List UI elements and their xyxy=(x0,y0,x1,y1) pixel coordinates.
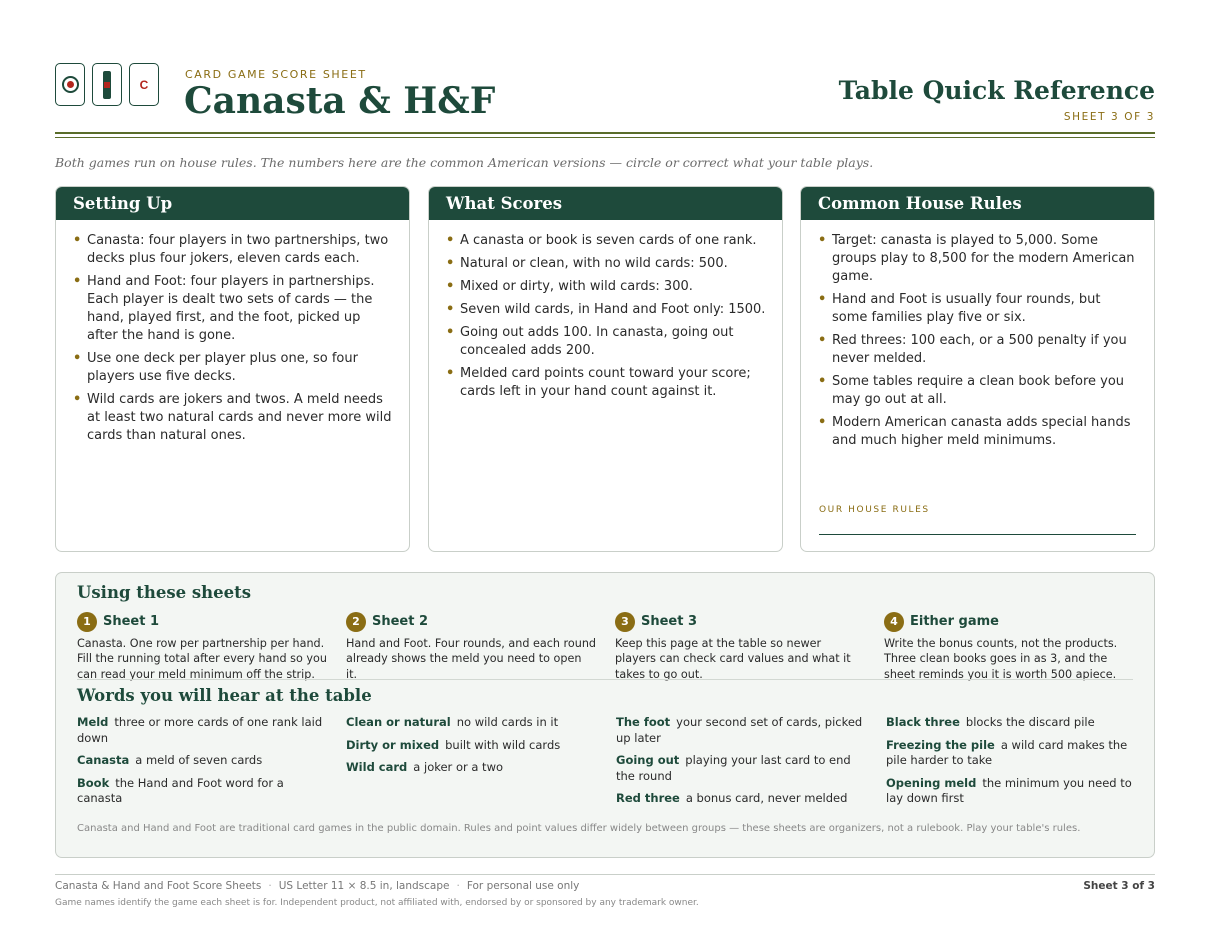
glossary-term: Clean or natural no wild cards in it xyxy=(346,715,559,729)
glossary-term: Freezing the pile a wild card makes the pile harder to take xyxy=(886,737,1128,767)
page-title: Canasta & H&F xyxy=(184,80,496,122)
panel-list xyxy=(801,232,1154,450)
using-heading: Using these sheets xyxy=(77,583,252,602)
step-either-game xyxy=(884,611,1134,682)
panel-title: Setting Up xyxy=(56,187,409,220)
sheet-number: SHEET 3 OF 3 xyxy=(1063,111,1155,123)
glossary-column xyxy=(346,715,596,783)
step-title: Either game xyxy=(910,614,1000,629)
step-title: Sheet 2 xyxy=(372,614,429,629)
list-item: • Natural or clean, with no wild cards: 500. xyxy=(460,255,766,273)
card-target-icon xyxy=(55,63,85,106)
step-text: Write the bonus counts, not the products. Three clean books goes in as 3, and the sheet reminds you it is worth 500 apiece. xyxy=(884,636,1118,681)
panel-title: What Scores xyxy=(429,187,782,220)
step-sheet-2 xyxy=(346,611,596,682)
list-item: • Mixed or dirty, with wild cards: 300. xyxy=(460,278,766,296)
glossary-term: Red three a bonus card, never melded xyxy=(616,791,848,805)
list-item: • Modern American canasta adds special hands and much higher meld minimums. xyxy=(832,414,1138,450)
step-title: Sheet 3 xyxy=(641,614,698,629)
list-item: • Some tables require a clean book before you may go out at all. xyxy=(832,373,1138,409)
panel-title: Common House Rules xyxy=(801,187,1154,220)
glossary-term: Wild card a joker or a two xyxy=(346,760,504,774)
step-sheet-1 xyxy=(77,611,327,682)
step-text: Keep this page at the table so newer players can check card values and what it takes to go out. xyxy=(615,636,851,681)
guide-panel xyxy=(55,572,1155,858)
list-item: • Hand and Foot: four players in partnerships. Each player is dealt two sets of cards — the hand, played first, and the foot, picked up after the hand is gone. xyxy=(87,273,393,345)
glossary-term: Opening meld the minimum you need to lay down first xyxy=(886,775,1132,805)
glossary-term: Meld three or more cards of one rank laid down xyxy=(77,715,323,745)
list-item: • Seven wild cards, in Hand and Foot only: 1500. xyxy=(460,301,766,319)
list-item: • Target: canasta is played to 5,000. Some groups play to 8,500 for the modern American game. xyxy=(832,232,1138,286)
header-divider xyxy=(55,132,1155,134)
glossary-heading: Words you will hear at the table xyxy=(77,686,372,705)
glossary-term: Book the Hand and Foot word for a canasta xyxy=(77,775,284,805)
list-item: • Melded card points count toward your score; cards left in your hand count against it. xyxy=(460,365,766,401)
footer-note: Game names identify the game each sheet is for. Independent product, not affiliated with, endorsed by or sponsored by any trademark owner. xyxy=(55,898,699,908)
step-title: Sheet 1 xyxy=(103,614,160,629)
step-sheet-3 xyxy=(615,611,865,682)
card-bar-icon xyxy=(92,63,122,106)
step-text: Canasta. One row per partnership per hand. Fill the running total after every hand so you can read your meld minimum off the strip. xyxy=(77,636,327,681)
step-number: 3 xyxy=(615,612,635,632)
logo xyxy=(55,63,159,106)
glossary-term: Canasta a meld of seven cards xyxy=(77,753,263,767)
list-item: • Wild cards are jokers and twos. A meld needs at least two natural cards and never more wild cards than natural ones. xyxy=(87,391,393,445)
footer-divider xyxy=(55,874,1155,875)
list-item: • Canasta: four players in two partnerships, two decks plus four jokers, eleven cards each. xyxy=(87,232,393,268)
glossary-term: Dirty or mixed built with wild cards xyxy=(346,737,561,752)
house-rules-write-line[interactable] xyxy=(819,534,1136,535)
panel-what-scores xyxy=(428,186,783,552)
list-item: • A canasta or book is seven cards of one rank. xyxy=(460,232,766,250)
footer-sheet-number: Sheet 3 of 3 xyxy=(1083,880,1155,892)
list-item: • Hand and Foot is usually four rounds, but some families play five or six. xyxy=(832,291,1138,327)
glossary-column xyxy=(77,715,327,814)
list-item: • Red threes: 100 each, or a 500 penalty if you never melded. xyxy=(832,332,1138,368)
step-number: 1 xyxy=(77,612,97,632)
step-number: 2 xyxy=(346,612,366,632)
panel-house-rules xyxy=(800,186,1155,552)
header-divider-thin xyxy=(55,137,1155,138)
glossary-column xyxy=(616,715,866,814)
glossary-term: The foot your second set of cards, picked up later xyxy=(616,715,863,745)
list-item: • Going out adds 100. In canasta, going out concealed adds 200. xyxy=(460,324,766,360)
section-divider xyxy=(77,679,1133,680)
header-kicker: CARD GAME SCORE SHEET xyxy=(185,68,367,81)
panel-list xyxy=(429,232,782,401)
footer-info: Canasta & Hand and Foot Score Sheets · US Letter 11 × 8.5 in, landscape · For personal use only xyxy=(55,880,580,892)
panel-setting-up xyxy=(55,186,410,552)
reference-title: Table Quick Reference xyxy=(838,76,1155,105)
card-letter-icon: C xyxy=(129,63,159,106)
list-item: • Use one deck per player plus one, so four players use five decks. xyxy=(87,350,393,386)
glossary-term: Black three blocks the discard pile xyxy=(886,715,1095,729)
glossary-column xyxy=(886,715,1136,814)
panel-list xyxy=(56,232,409,445)
house-rules-label: OUR HOUSE RULES xyxy=(819,505,930,515)
disclaimer: Canasta and Hand and Foot are traditional card games in the public domain. Rules and point values differ widely between groups — these sheets are organizers, not a rulebook. Play your table's rules. xyxy=(77,823,1081,834)
step-number: 4 xyxy=(884,612,904,632)
intro-text: Both games run on house rules. The numbers here are the common American versions — circle or correct what your table plays. xyxy=(55,155,874,170)
glossary-term: Going out playing your last card to end the round xyxy=(616,753,851,783)
step-text: Hand and Foot. Four rounds, and each round already shows the meld you need to open it. xyxy=(346,636,597,681)
